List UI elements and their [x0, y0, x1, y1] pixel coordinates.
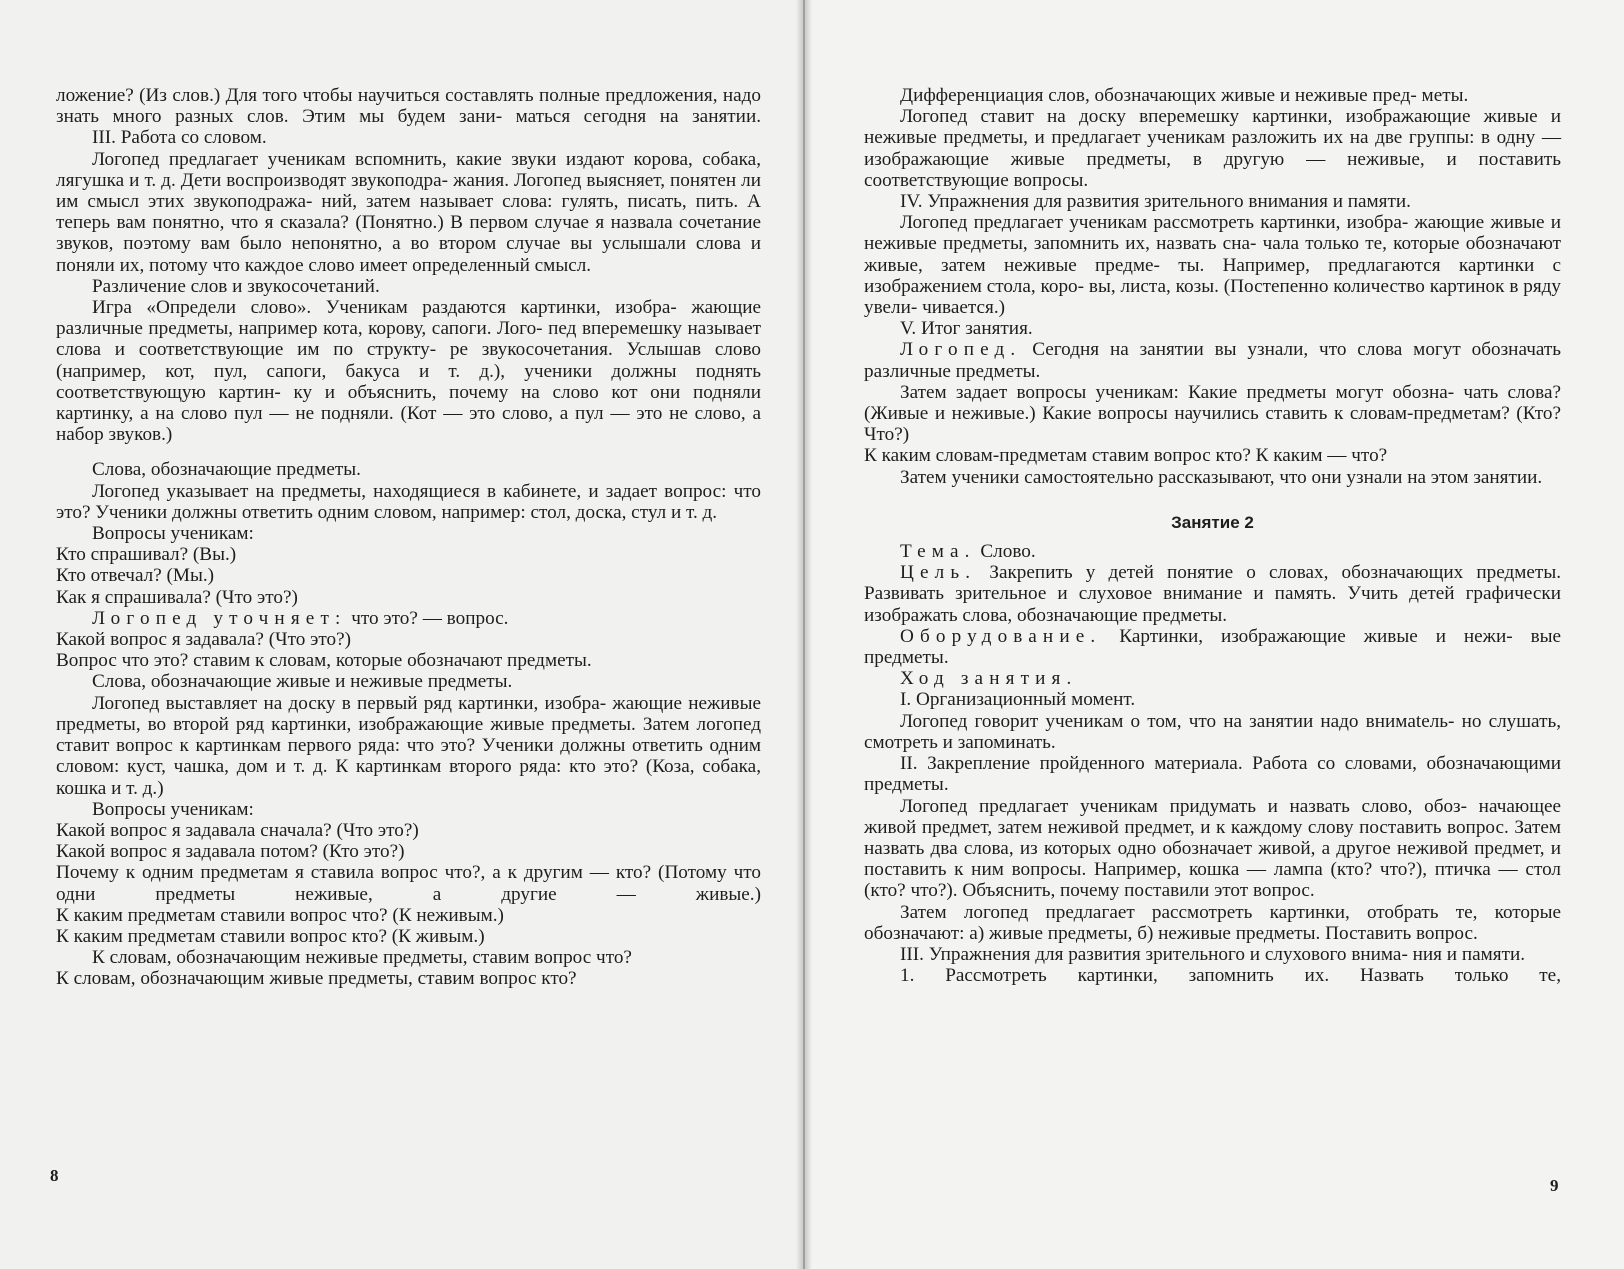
text-line: Какой вопрос я задавала сначала? (Что это?)	[56, 819, 419, 841]
paragraph	[56, 85, 761, 127]
page-number: 8	[50, 1166, 59, 1185]
text-line: Какой вопрос я задавала? (Что это?)	[56, 629, 351, 651]
text-line: предложения, надо знать много разных слов. Этим мы будем зани-	[56, 85, 761, 128]
section-title: I. Организационный момент.	[900, 689, 1136, 711]
text-line: Кто отвечал? (Мы.)	[56, 565, 215, 587]
paragraph: Дифференциация слов, обозначающих живые и неживые пред- меты.	[900, 85, 1469, 106]
right-page-text	[864, 85, 1561, 986]
section-title: Различение слов и звукосочетаний.	[92, 275, 380, 297]
paragraph: Затем задает вопросы ученикам: Какие предметы могут обозна- чать слова? (Живые и неживые.) Какие вопросы научились ставить к словам-предметам? (Кто? Что?)	[864, 381, 1562, 446]
paragraph: Логопед предлагает ученикам придумать и назвать слово, обоз- начающее живой предмет, затем неживой предмет, и к каждому слову поставить вопрос. Затем назвать два слова, из которых одно обозначает живой, а другое неживой предмет, и поставить к ним вопросы. Например, кошка — лампа (кто? что?), птичка — стол (кто? что?). Объяснить, почему поставили этот вопрос.	[864, 795, 1561, 902]
paragraph: Затем логопед предлагает рассмотреть картинки, отобрать те, которые обозначают: а) живые предметы, б) неживые предметы. Поставить вопрос.	[864, 901, 1562, 944]
text-line: К каким словам-предметам ставим вопрос кто? К каким — что?	[864, 445, 1388, 467]
text-line: Какой вопрос я задавала потом? (Кто это?)	[56, 841, 405, 863]
page-number: 9	[1550, 1176, 1559, 1195]
paragraph: Вопросы ученикам:	[92, 798, 254, 820]
text-line: К каким предметам ставили вопрос что? (К неживым.)	[56, 904, 504, 926]
section-title: Слова, обозначающие предметы.	[92, 459, 361, 481]
right-page	[806, 0, 1624, 1269]
paragraph: Логопед ставит на доску вперемешку картинки, изображающие живые и неживые предметы, и предлагает ученикам разложить их на две группы: в одну — изображающие живые предметы, в другую — неживые, и поставить соответствующие вопросы.	[864, 106, 1562, 191]
paragraph: Логопед выставляет на доску в первый ряд картинки, изобра- жающие неживые предметы, во второй ряд картинки, изображающие живые предметы. Затем логопед ставит вопрос к картинкам первого ряда: что это? Ученики должны ответить одним словом: куст, чашка, дом и т. д. К картинкам второго ряда: кто это? (Коза, собака, кошка и т. д.)	[56, 692, 762, 799]
text-line: ложение? (Из слов.) Для того чтобы научиться составлять полные	[56, 85, 600, 106]
left-page	[0, 0, 806, 1269]
lesson-heading: Занятие 2	[1171, 512, 1254, 532]
section-title: II. Закрепление пройденного материала. Работа со словами, обозначающими предметы.	[864, 753, 1561, 796]
text-line: К словам, обозначающим неживые предметы, ставим вопрос что?	[92, 947, 632, 969]
paragraph: Оборудование. Картинки, изображающие живые и нежи- вые предметы.	[864, 625, 1562, 669]
book-gutter	[796, 0, 812, 1269]
paragraph: Игра «Определи слово». Ученикам раздаются картинки, изобра- жающие различные предметы, например кота, корову, сапоги. Лого- пед вперемешку называет слова и соответствующие им по структу- ре звукосочетания. Услышав слово (например, кот, пул, сапоги, бакуса и т. д.), ученики должны поднять соответствующую картин- ку и объяснить, почему на слово кот они подняли картинку, а на слово пул — не подняли. (Кот — это слово, а пул — это не слово, а набор звуков.)	[56, 297, 762, 446]
text-line: Кто спрашивал? (Вы.)	[56, 544, 237, 566]
paragraph: Логопед указывает на предметы, находящиеся в кабинете, и задает вопрос: что это? Ученики должны ответить одним словом, например: стол, доска, стул и т. д.	[56, 480, 761, 523]
text-line: Как я спрашивала? (Что это?)	[56, 586, 298, 608]
paragraph: Логопед предлагает ученикам вспомнить, какие звуки издают корова, собака, лягушка и т. д. Дети воспроизводят звукоподра- жания. Логопед выясняет, понятен ли им смысл этих звукоподража- ний, затем называет слова: гулять, писать, пить. А теперь вам понятно, что я сказала? (Понятно.) В первом случае я назвала сочетание звуков, поэтому вам было непонятно, а во втором случае вы услышали слова и поняли их, потому что каждое слово имеет определенный смысл.	[56, 148, 762, 276]
paragraph: Логопед. Сегодня на занятии вы узнали, что слова могут обозначать различные предметы.	[864, 339, 1562, 382]
section-title: III. Упражнения для развития зрительного и слухового внима- ния и памяти.	[900, 943, 1526, 965]
section-title: Слова, обозначающие живые и неживые предметы.	[92, 671, 513, 693]
paragraph: Цель. Закрепить у детей понятие о словах, обозначающих предметы. Развивать зрительное и слуховое внимание и память. Учить детей графически изображать слова, обозначающие предметы.	[864, 562, 1562, 626]
section-title: IV. Упражнения для развития зрительного внимания и памяти.	[900, 191, 1411, 213]
section-title: Ход занятия.	[900, 668, 1078, 690]
section-title: V. Итог занятия.	[900, 318, 1033, 340]
paragraph: Логопед предлагает ученикам рассмотреть картинки, изобра- жающие живые и неживые предметы, запомнить их, назвать сна- чала только те, которые обозначают живые, затем неживые предме- ты. Например, предлагаются картинки с изображением стола, коро- вы, листа, козы. (Постепенно количество картинок в ряду увели- чивается.)	[864, 212, 1562, 319]
text-line: К каким предметам ставили вопрос кто? (К живым.)	[56, 925, 485, 947]
left-page-text	[56, 85, 761, 990]
paragraph: 1. Рассмотреть картинки, запомнить их. Назвать только те,	[900, 965, 1561, 987]
paragraph: Логопед уточняет: что это? — вопрос.	[92, 607, 509, 629]
text-line: маться сегодня на занятии.	[515, 106, 762, 128]
paragraph: Логопед говорит ученикам о том, что на занятии надо внимatель- но слушать, смотреть и запоминать.	[864, 710, 1561, 753]
paragraph: Тема. Слово.	[900, 541, 1036, 563]
section-title: III. Работа со словом.	[92, 127, 267, 149]
paragraph: Затем ученики самостоятельно рассказывают, что они узнали на этом занятии.	[900, 466, 1543, 488]
text-line: Почему к одним предметам я ставила вопрос что?, а к другим — кто? (Потому что одни предметы неживые, а другие — живые.)	[56, 862, 762, 905]
text-line: Вопрос что это? ставим к словам, которые обозначают предметы.	[56, 650, 592, 672]
paragraph: Вопросы ученикам:	[92, 523, 254, 545]
text-line: К словам, обозначающим живые предметы, ставим вопрос кто?	[56, 968, 577, 990]
